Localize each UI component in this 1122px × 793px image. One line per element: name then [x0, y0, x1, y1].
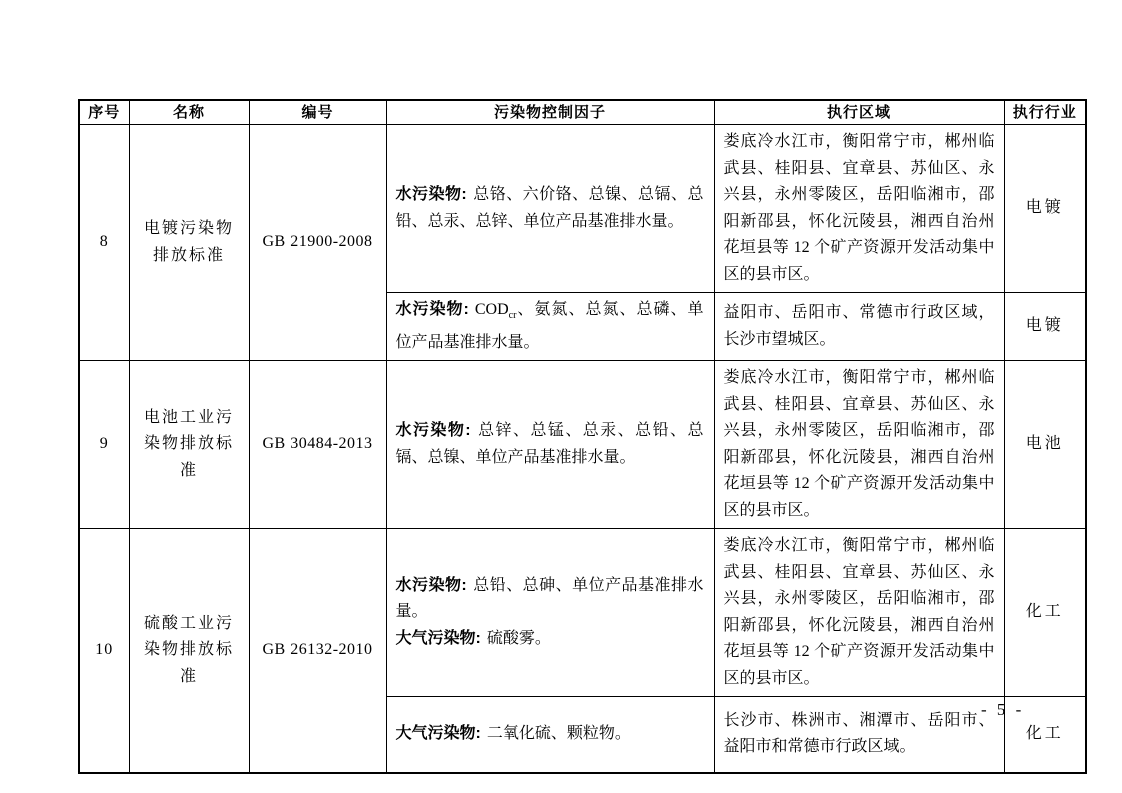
table-row	[79, 529, 1086, 697]
industry-cell: 化工	[1004, 529, 1086, 697]
table-row	[79, 125, 1086, 293]
region-cell: 娄底冷水江市，衡阳常宁市，郴州临武县、桂阳县、宜章县、苏仙区、永兴县，永州零陵区，岳阳临湘市，邵阳新邵县，怀化沅陵县，湘西自治州花垣县等 12 个矿产资源开发活动集中区的县市区。	[714, 529, 1004, 697]
region-cell: 益阳市、岳阳市、常德市行政区域，长沙市望城区。	[714, 293, 1004, 361]
cod-prefix: COD	[474, 301, 509, 318]
pollutant-line	[396, 418, 704, 471]
region-cell: 长沙市、株洲市、湘潭市、岳阳市、益阳市和常德市行政区域。	[714, 697, 1004, 773]
header-code: 编号	[249, 100, 386, 125]
code-cell: GB 21900-2008	[249, 125, 386, 361]
industry-cell: 电镀	[1004, 125, 1086, 293]
seq-cell: 9	[79, 361, 129, 529]
pollutant-list: 总铬、六价铬、总镍、总镉、总铅、总汞、总锌、单位产品基准排水量。	[395, 186, 704, 230]
cod-subscript: cr	[508, 310, 517, 322]
header-pollutants: 污染物控制因子	[386, 100, 714, 125]
page-number: - 5 -	[981, 700, 1025, 719]
pollutant-list: 总锌、总锰、总汞、总铅、总镉、总镍、单位产品基准排水量。	[395, 422, 704, 466]
industry-cell: 电镀	[1004, 293, 1086, 361]
seq-cell: 10	[79, 529, 129, 773]
table-row	[79, 361, 1086, 529]
header-industry: 执行行业	[1004, 100, 1086, 125]
name-cell: 电镀污染物排放标准	[129, 125, 249, 361]
pollutant-cell	[386, 529, 714, 697]
industry-cell: 电池	[1004, 361, 1086, 529]
name-cell: 电池工业污染物排放标准	[129, 361, 249, 529]
pollutant-line	[396, 297, 704, 356]
code-cell: GB 26132-2010	[249, 529, 386, 773]
header-region: 执行区域	[714, 100, 1004, 125]
pollutant-type-label: 大气污染物:	[395, 725, 481, 743]
pollutant-cell	[386, 293, 714, 361]
pollutant-list: 硫酸雾。	[486, 629, 551, 647]
pollutant-type-label: 水污染物:	[395, 186, 467, 203]
pollutant-type-label: 水污染物:	[395, 422, 471, 440]
pollutant-cell	[386, 361, 714, 529]
pollutant-cell	[386, 697, 714, 773]
pollutant-type-label: 大气污染物:	[395, 629, 481, 647]
pollutant-line	[396, 573, 704, 626]
standards-table	[78, 99, 1087, 774]
table-header-row	[79, 100, 1086, 125]
pollutant-list: 、氨氮、总氮、总磷、单位产品基准排水量。	[395, 301, 704, 351]
header-seq: 序号	[79, 100, 129, 125]
pollutant-type-label: 水污染物:	[395, 576, 467, 594]
pollutant-line	[396, 721, 704, 748]
pollutant-line	[396, 182, 704, 235]
region-cell: 娄底冷水江市，衡阳常宁市，郴州临武县、桂阳县、宜章县、苏仙区、永兴县，永州零陵区，岳阳临湘市，邵阳新邵县，怀化沅陵县，湘西自治州花垣县等 12 个矿产资源开发活动集中区的县市区。	[714, 125, 1004, 293]
seq-cell: 8	[79, 125, 129, 361]
name-cell: 硫酸工业污染物排放标准	[129, 529, 249, 773]
pollutant-type-label: 水污染物:	[395, 301, 469, 318]
pollutant-list: 总铅、总砷、单位产品基准排水量。	[395, 576, 704, 621]
header-name: 名称	[129, 100, 249, 125]
code-cell: GB 30484-2013	[249, 361, 386, 529]
industry-cell: 化工	[1004, 697, 1086, 773]
pollutant-list: 二氧化硫、颗粒物。	[486, 725, 631, 743]
pollutant-line	[396, 626, 704, 653]
region-cell: 娄底冷水江市，衡阳常宁市，郴州临武县、桂阳县、宜章县、苏仙区、永兴县，永州零陵区，岳阳临湘市，邵阳新邵县，怀化沅陵县，湘西自治州花垣县等 12 个矿产资源开发活动集中区的县市区。	[714, 361, 1004, 529]
pollutant-cell	[386, 125, 714, 293]
